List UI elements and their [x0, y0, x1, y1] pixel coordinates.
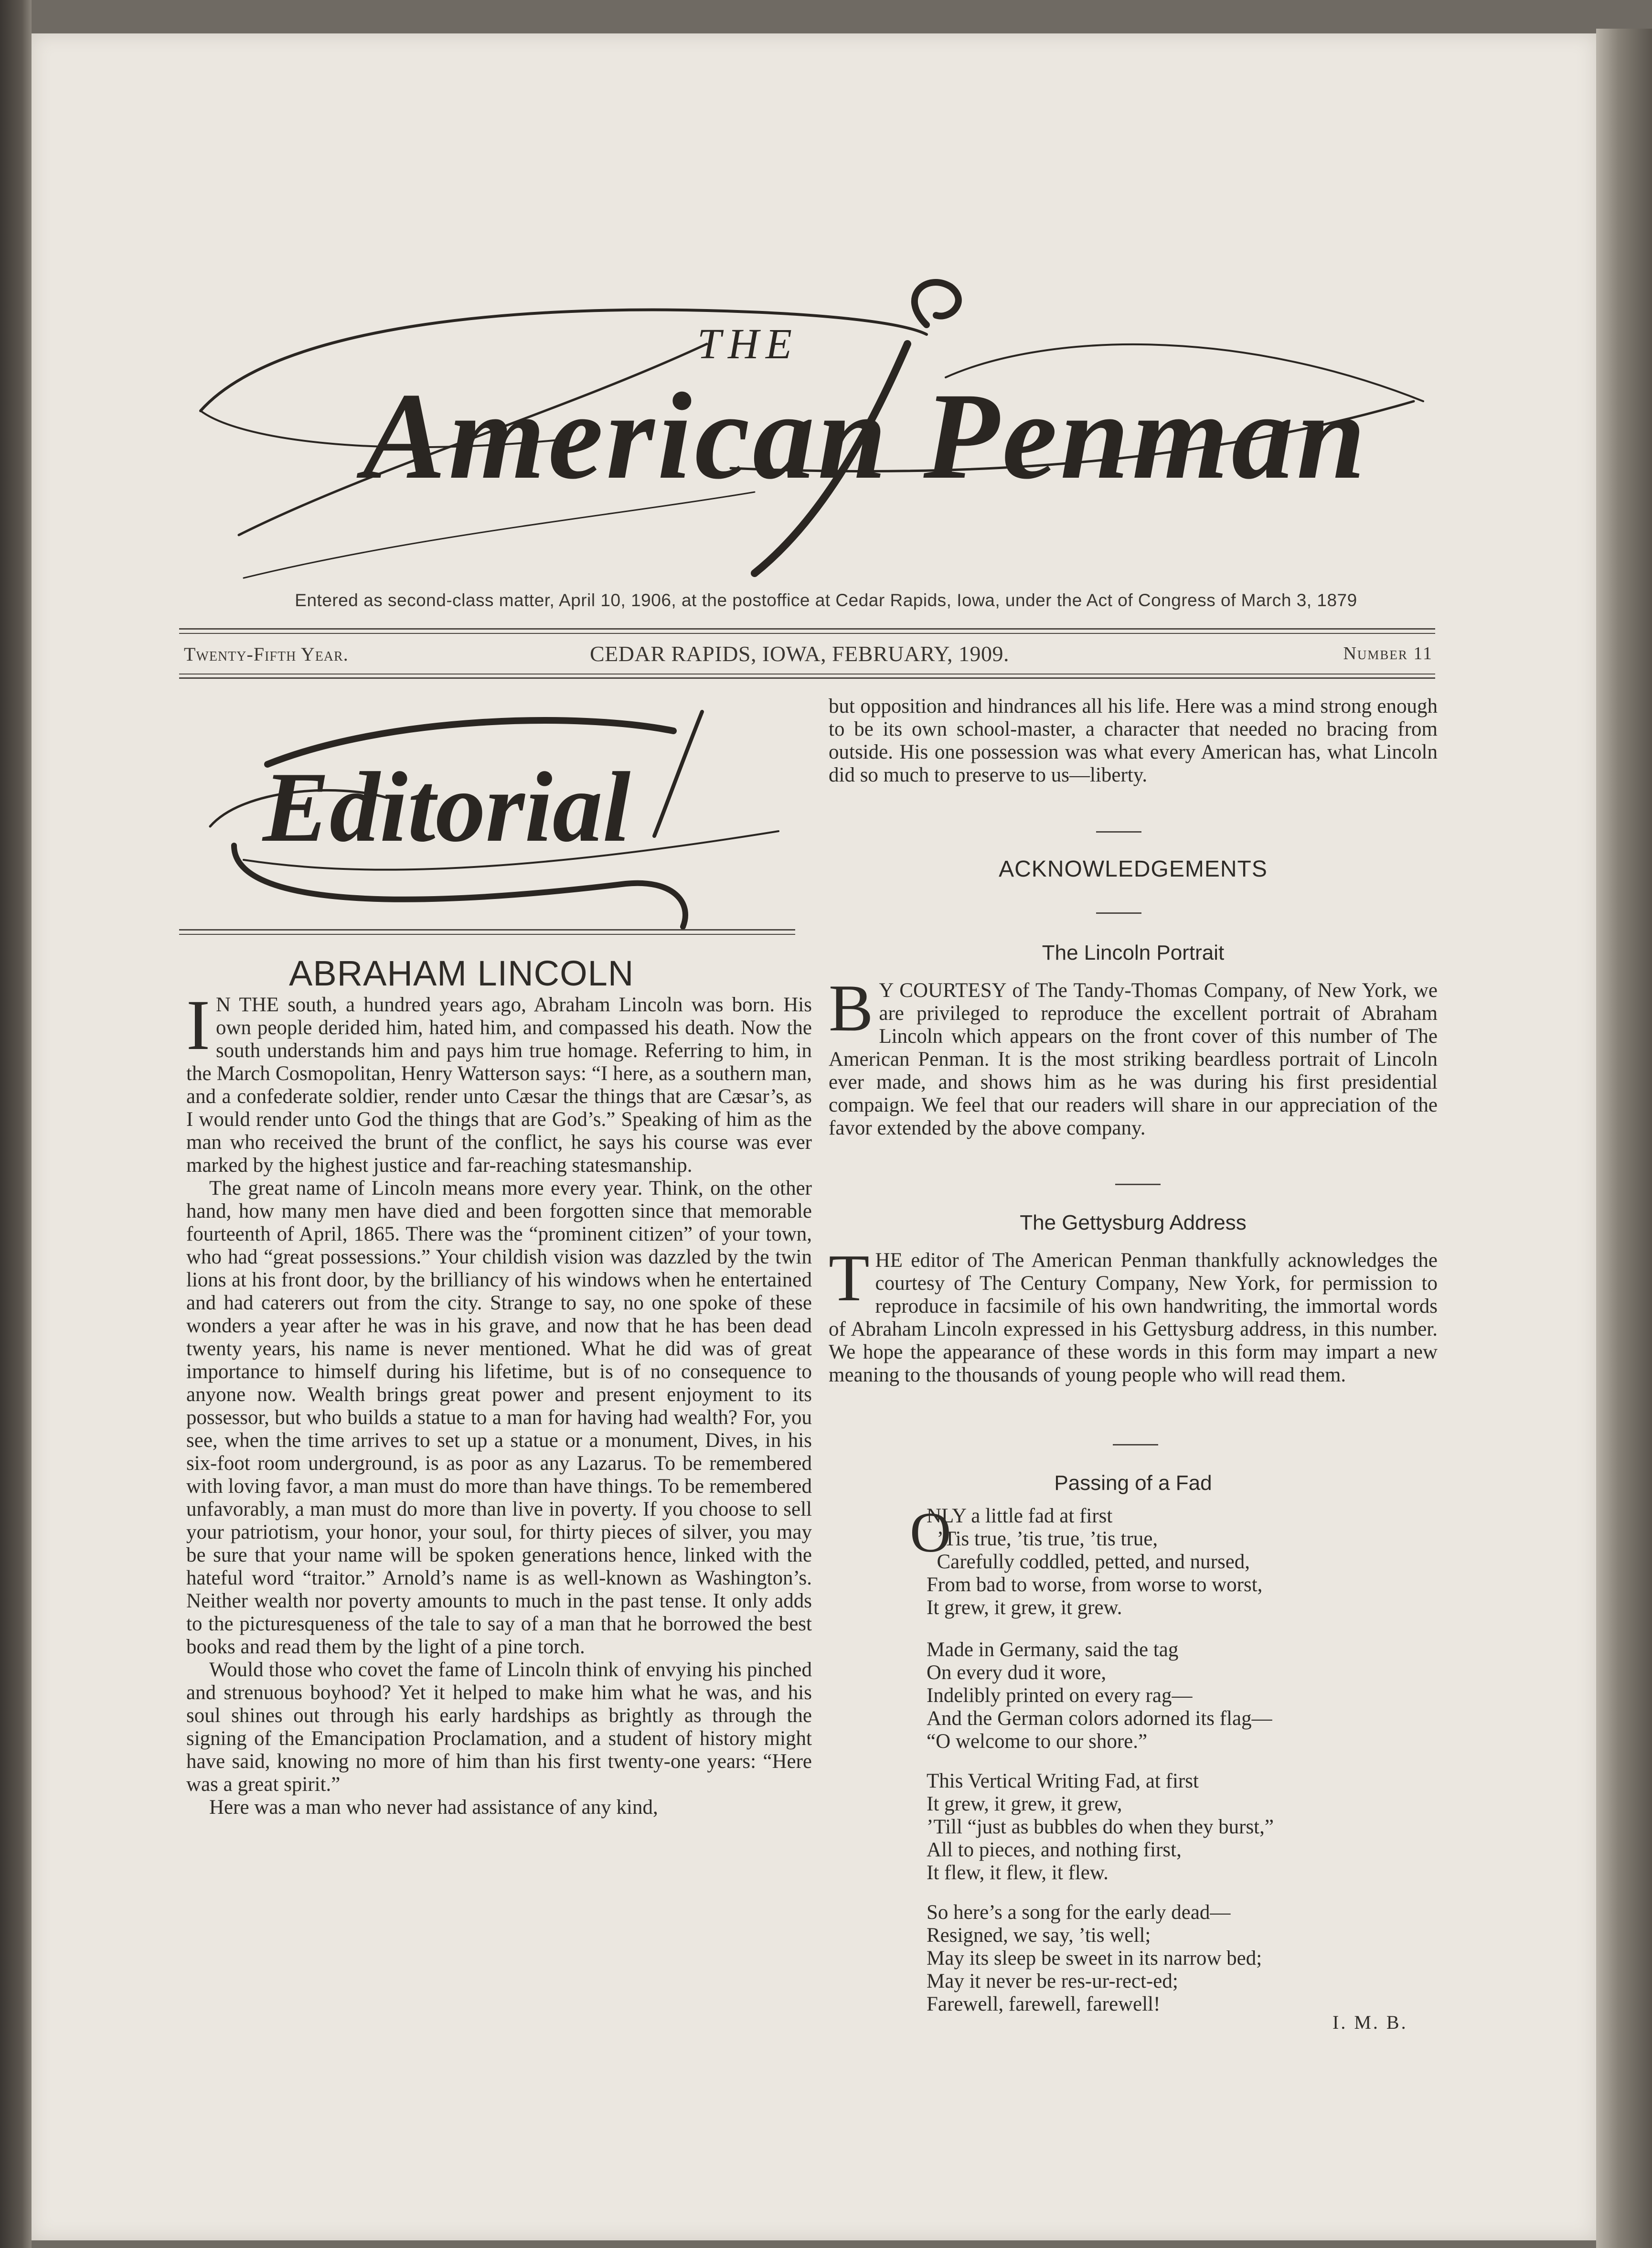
page-binding-shadow [0, 0, 32, 2248]
editorial-logo [196, 702, 788, 941]
portrait-paragraph: Y COURTESY of The Tandy-Thomas Company, of New York, we are privileged to reproduce the excellent portrait of Abraham Lincoln which appears on the front cover of this number of The American Penman. It is the most striking beardless portrait of Lincoln ever made, and shows him as he was during his first presidential compaign. We feel that our readers will share in our appreciation of the favor extended by the above company. [829, 979, 1438, 1139]
lincoln-paragraph-2: The great name of Lincoln means more every year. Think, on the other hand, how many men have died and been forgotten since that memorable fourteenth of April, 1865. There was the “prominent citizen” of your town, who had “great possessions.” Your childish vision was dazzled by the twin lions at his front door, by the brilliancy of his windows when he entertained and had caterers out from the city. Strange to say, no one spoke of these wonders a year after he was in his grave, and now that he has been dead twenty years, his name is never mentioned. What he did was of great importance to himself during his lifetime, but is of no consequence to anyone now. Wealth brings great power and present enjoyment to its possessor, but who builds a statue to a man for having had wealth? For, you see, when the time arrives to set up a statue or a monument, Dives, in his six-foot room underground, is as poor as any Lazarus. To be remembered with loving favor, a man must do more than have things. To be remembered unfavorably, a man must do more than live in poverty. If you choose to sell your patriotism, your honor, your soul, for thirty pieces of silver, you may be sure that your name will be spoken generations hence, linked with the hateful word “traitor.” Arnold’s name is as well-known as Washington’s. Neither wealth nor poverty amounts to much in the past tense. It only adds to the picturesqueness of the tale to say of a man that he borrowed the best books and read them by the light of a pine torch. [186, 1177, 812, 1658]
postal-entry-notice: Entered as second-class matter, April 10, 1906, at the postoffice at Cedar Rapids, Iowa, under the Act of Congress of March 3, 1879 [295, 590, 1357, 610]
editorial-title: Editorial [263, 752, 631, 863]
issue-place-date: CEDAR RAPIDS, IOWA, FEBRUARY, 1909. [590, 642, 1010, 666]
rule-top-1 [179, 628, 1435, 630]
lincoln-portrait-text [829, 971, 1438, 1140]
poem-stanza-2: Made in Germany, said the tag On every dud it wore, Indelibly printed on every rag— And the German colors adorned its flag— “O welcome to our shore.” [927, 1638, 1272, 1753]
poem-stanza-1: NLY a little fad at first ’Tis true, ’tis true, ’tis true, Carefully coddled, petted, and nursed, From bad to worse, from worse to worst, It grew, it grew, it grew. [927, 1505, 1263, 1619]
issue-year: Twenty-Fifth Year. [184, 643, 349, 665]
divider-2 [1096, 912, 1141, 914]
issue-number: Number 11 [1343, 643, 1433, 664]
gettysburg-heading: The Gettysburg Address [1020, 1211, 1247, 1234]
divider-4 [1113, 1444, 1158, 1445]
lincoln-paragraph-4: Here was a man who never had assistance of any kind, [209, 1796, 658, 1819]
masthead-title: American Penman [363, 367, 1369, 505]
masthead-logo [181, 268, 1442, 602]
lincoln-dropcap: I [186, 985, 210, 1065]
rule-editorial-1 [179, 929, 795, 931]
divider-3 [1115, 1184, 1161, 1185]
lincoln-heading: ABRAHAM LINCOLN [289, 953, 634, 993]
gettysburg-dropcap: T [829, 1241, 870, 1315]
gettysburg-text [829, 1241, 1438, 1387]
poem-signature: I. M. B. [1332, 2012, 1408, 2033]
issue-bar [179, 641, 1435, 670]
lincoln-paragraph-5: but opposition and hindrances all his life. Here was a mind strong enough to be its own school-master, a character that needed no bracing from outside. His one possession was what every American has, what Lincoln did so much to preserve to us—liberty. [829, 695, 1438, 786]
masthead-the: THE [697, 321, 799, 368]
rule-top-2 [179, 633, 1435, 634]
lincoln-portrait-heading: The Lincoln Portrait [1042, 941, 1225, 964]
poem-stanza-4: So here’s a song for the early dead— Resigned, we say, ’tis well; May its sleep be sweet in its narrow bed; May it never be res-ur-rect-ed; Farewell, farewell, farewell! [927, 1901, 1262, 2015]
page-edge [1596, 29, 1652, 2248]
divider-1 [1096, 831, 1141, 833]
rule-editorial-2 [179, 934, 795, 935]
portrait-dropcap: B [829, 971, 874, 1045]
poem-dropcap: O [910, 1500, 951, 1564]
lincoln-paragraph-1 [186, 985, 812, 1177]
lincoln-article [186, 985, 812, 1819]
lincoln-paragraph-3: Would those who covet the fame of Lincoln think of envying his pinched and strenuous boyhood? Yet it helped to make him what he was, and his soul shines out through his early hardships as brightly as through the signing of the Emancipation Proclamation, and a student of history might have said, knowing no more of him than his first twenty-one years: “Here was a great spirit.” [186, 1659, 812, 1796]
gettysburg-paragraph: HE editor of The American Penman thankfully acknowledges the courtesy of The Century Company, New York, for permission to reproduce in facsimile of his own handwriting, the immortal words of Abraham Lincoln expressed in his Gettysburg address, in this number. We hope the appearance of these words in this form may impart a new meaning to the thousands of young people who will read them. [829, 1249, 1438, 1386]
lincoln-paragraph-1-text: N THE south, a hundred years ago, Abraham Lincoln was born. His own people derided him, hated him, and compassed his death. Now the south understands him and pays him true homage. Referring to him, in the March Cosmopolitan, Henry Watterson says: “I here, as a southern man, and a confederate soldier, render unto Cæsar the things that are Cæsar’s, as I would render unto God the things that are God’s.” Speaking of him as the man who received the brunt of the conflict, he says his course was ever marked by the highest justice and far-reaching statesmanship. [186, 994, 812, 1177]
lincoln-article-continued [829, 695, 1438, 787]
poem-stanza-3: This Vertical Writing Fad, at first It grew, it grew, it grew, ’Till “just as bubbles do when they burst,” All to pieces, and nothing first, It flew, it flew, it flew. [927, 1770, 1274, 1884]
rule-bottom-2 [179, 677, 1435, 679]
poem-title: Passing of a Fad [1054, 1471, 1212, 1495]
acknowledgements-heading: ACKNOWLEDGEMENTS [999, 856, 1268, 882]
